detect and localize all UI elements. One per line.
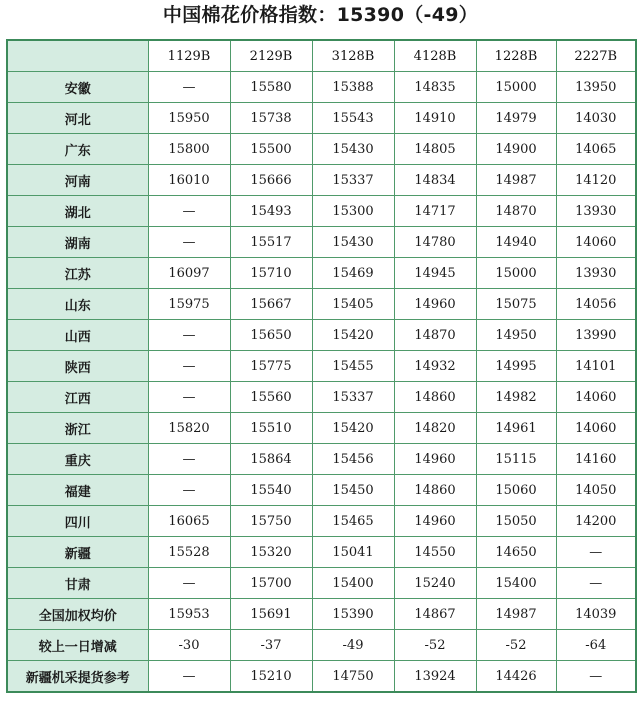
row-label: 河北 (7, 103, 148, 134)
price-cell: 15300 (312, 196, 394, 227)
row-label: 新疆机采提货参考 (7, 661, 148, 693)
price-cell: 14050 (556, 475, 636, 506)
table-row (7, 196, 636, 227)
price-cell: 14987 (476, 599, 556, 630)
table-row (7, 289, 636, 320)
price-cell: 14961 (476, 413, 556, 444)
row-label: 甘肃 (7, 568, 148, 599)
price-cell: 15775 (230, 351, 312, 382)
price-table (6, 39, 637, 693)
price-cell: 15691 (230, 599, 312, 630)
price-cell: 14870 (394, 320, 476, 351)
price-cell: 15820 (148, 413, 230, 444)
table-row (7, 72, 636, 103)
price-cell: 15469 (312, 258, 394, 289)
price-cell: — (148, 382, 230, 413)
price-cell: 15060 (476, 475, 556, 506)
price-cell: 15953 (148, 599, 230, 630)
price-cell: -52 (394, 630, 476, 661)
price-cell: 15430 (312, 134, 394, 165)
price-cell: 14834 (394, 165, 476, 196)
table-row (7, 134, 636, 165)
price-cell: 14867 (394, 599, 476, 630)
row-label: 湖北 (7, 196, 148, 227)
price-cell: 15540 (230, 475, 312, 506)
price-cell: 16097 (148, 258, 230, 289)
price-cell: — (556, 568, 636, 599)
price-cell: 15510 (230, 413, 312, 444)
price-cell: 13930 (556, 258, 636, 289)
row-label: 福建 (7, 475, 148, 506)
table-row (7, 382, 636, 413)
price-cell: 13924 (394, 661, 476, 693)
row-label: 广东 (7, 134, 148, 165)
price-cell: 14835 (394, 72, 476, 103)
price-cell: 13930 (556, 196, 636, 227)
table-row (7, 320, 636, 351)
price-cell: 14900 (476, 134, 556, 165)
price-cell: 16065 (148, 506, 230, 537)
price-cell: 15560 (230, 382, 312, 413)
table-row (7, 103, 636, 134)
header-row (7, 40, 636, 72)
price-cell: — (148, 475, 230, 506)
table-row (7, 351, 636, 382)
price-cell: 14940 (476, 227, 556, 258)
price-cell: 15666 (230, 165, 312, 196)
price-cell: 15580 (230, 72, 312, 103)
price-cell: -30 (148, 630, 230, 661)
price-cell: 14960 (394, 444, 476, 475)
row-label: 山西 (7, 320, 148, 351)
column-header: 1129B (148, 40, 230, 72)
row-label: 江西 (7, 382, 148, 413)
table-row (7, 444, 636, 475)
row-label: 山东 (7, 289, 148, 320)
price-cell: 15405 (312, 289, 394, 320)
price-cell: -52 (476, 630, 556, 661)
price-cell: 14650 (476, 537, 556, 568)
price-cell: — (148, 568, 230, 599)
table-row (7, 413, 636, 444)
price-cell: 14960 (394, 289, 476, 320)
table-row (7, 227, 636, 258)
column-header: 1228B (476, 40, 556, 72)
column-header: 2129B (230, 40, 312, 72)
price-cell: 14030 (556, 103, 636, 134)
table-row (7, 165, 636, 196)
price-cell: 15493 (230, 196, 312, 227)
price-cell: 15975 (148, 289, 230, 320)
row-label: 安徽 (7, 72, 148, 103)
price-cell: 14945 (394, 258, 476, 289)
price-cell: 15400 (312, 568, 394, 599)
price-cell: 15041 (312, 537, 394, 568)
row-label: 湖南 (7, 227, 148, 258)
price-cell: 15528 (148, 537, 230, 568)
price-cell: 15517 (230, 227, 312, 258)
price-cell: 14870 (476, 196, 556, 227)
price-cell: 15210 (230, 661, 312, 693)
price-cell: 14987 (476, 165, 556, 196)
price-cell: 15738 (230, 103, 312, 134)
price-cell: 14860 (394, 382, 476, 413)
price-cell: 14120 (556, 165, 636, 196)
price-cell: -37 (230, 630, 312, 661)
price-cell: 14426 (476, 661, 556, 693)
table-row (7, 475, 636, 506)
price-cell: 14960 (394, 506, 476, 537)
price-cell: 14160 (556, 444, 636, 475)
column-header: 2227B (556, 40, 636, 72)
price-cell: 15800 (148, 134, 230, 165)
price-cell: 15650 (230, 320, 312, 351)
price-cell: -64 (556, 630, 636, 661)
price-cell: 15240 (394, 568, 476, 599)
price-cell: 14750 (312, 661, 394, 693)
price-cell: 14717 (394, 196, 476, 227)
table-row (7, 568, 636, 599)
price-cell: — (148, 72, 230, 103)
price-cell: 15000 (476, 258, 556, 289)
price-cell: 15390 (312, 599, 394, 630)
price-cell: 15455 (312, 351, 394, 382)
price-cell: 15430 (312, 227, 394, 258)
corner-cell (7, 40, 148, 72)
price-cell: 14780 (394, 227, 476, 258)
column-header: 3128B (312, 40, 394, 72)
price-cell: 14200 (556, 506, 636, 537)
table-row (7, 661, 636, 693)
price-cell: 14860 (394, 475, 476, 506)
price-cell: 15465 (312, 506, 394, 537)
price-cell: 15075 (476, 289, 556, 320)
price-cell: 15667 (230, 289, 312, 320)
price-cell: 13990 (556, 320, 636, 351)
price-cell: 14982 (476, 382, 556, 413)
price-cell: 14950 (476, 320, 556, 351)
price-cell: 15337 (312, 165, 394, 196)
price-cell: 14910 (394, 103, 476, 134)
price-cell: 15400 (476, 568, 556, 599)
row-label: 较上一日增减 (7, 630, 148, 661)
price-cell: 15750 (230, 506, 312, 537)
price-cell: 15456 (312, 444, 394, 475)
price-cell: — (556, 661, 636, 693)
row-label: 江苏 (7, 258, 148, 289)
row-label: 河南 (7, 165, 148, 196)
price-cell: 14820 (394, 413, 476, 444)
price-cell: — (148, 351, 230, 382)
table-row (7, 506, 636, 537)
column-header: 4128B (394, 40, 476, 72)
table-row (7, 258, 636, 289)
price-cell: 14101 (556, 351, 636, 382)
row-label: 四川 (7, 506, 148, 537)
price-cell: 15420 (312, 320, 394, 351)
price-cell: 15543 (312, 103, 394, 134)
table-row (7, 537, 636, 568)
price-cell: 16010 (148, 165, 230, 196)
price-cell: 15337 (312, 382, 394, 413)
price-cell: 15000 (476, 72, 556, 103)
price-cell: — (148, 661, 230, 693)
price-cell: 14065 (556, 134, 636, 165)
price-cell: 15950 (148, 103, 230, 134)
table-row (7, 630, 636, 661)
row-label: 重庆 (7, 444, 148, 475)
table-body (7, 40, 636, 692)
price-cell: 15388 (312, 72, 394, 103)
price-cell: 15320 (230, 537, 312, 568)
price-cell: -49 (312, 630, 394, 661)
price-cell: 15420 (312, 413, 394, 444)
price-cell: 14932 (394, 351, 476, 382)
price-cell: 14039 (556, 599, 636, 630)
price-cell: — (148, 196, 230, 227)
row-label: 浙江 (7, 413, 148, 444)
row-label: 全国加权均价 (7, 599, 148, 630)
row-label: 新疆 (7, 537, 148, 568)
price-cell: — (148, 444, 230, 475)
price-cell: 15864 (230, 444, 312, 475)
price-cell: 15710 (230, 258, 312, 289)
price-cell: 14060 (556, 382, 636, 413)
price-cell: — (148, 320, 230, 351)
price-cell: 14060 (556, 413, 636, 444)
table-row (7, 599, 636, 630)
price-cell: 14550 (394, 537, 476, 568)
row-label: 陕西 (7, 351, 148, 382)
price-cell: 14056 (556, 289, 636, 320)
price-cell: — (148, 227, 230, 258)
price-cell: 14995 (476, 351, 556, 382)
price-cell: 13950 (556, 72, 636, 103)
page-title: 中国棉花价格指数：15390（-49） (162, 4, 479, 26)
price-cell: 15115 (476, 444, 556, 475)
price-cell: 15450 (312, 475, 394, 506)
price-cell: 14805 (394, 134, 476, 165)
price-cell: 15700 (230, 568, 312, 599)
price-cell: — (556, 537, 636, 568)
price-cell: 15050 (476, 506, 556, 537)
price-cell: 15500 (230, 134, 312, 165)
price-cell: 14060 (556, 227, 636, 258)
price-cell: 14979 (476, 103, 556, 134)
